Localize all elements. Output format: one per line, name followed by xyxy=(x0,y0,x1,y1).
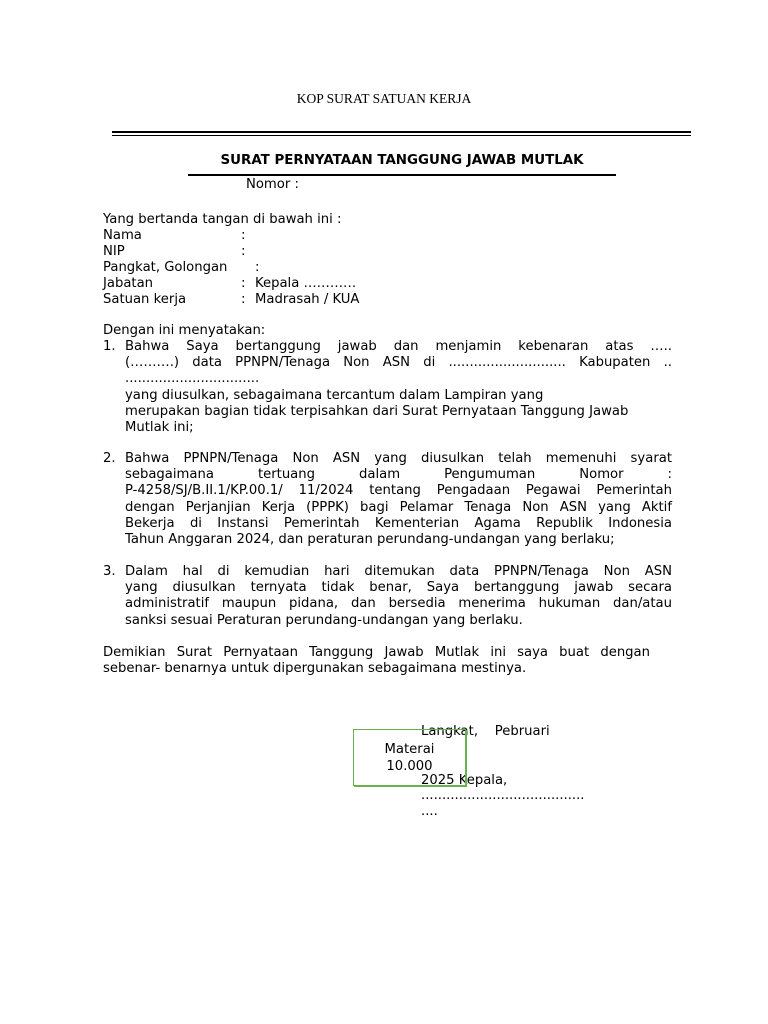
materai-label: Materai xyxy=(384,741,435,757)
point-line: Bahwa Saya bertanggung jawab dan menjamin kebenaran atas ….. xyxy=(125,339,672,354)
field-row-nama xyxy=(103,228,245,243)
point-line: Bahwa PPNPN/Tenaga Non ASN yang diusulkan telah memenuhi syarat xyxy=(125,451,672,466)
point-line: yang diusulkan, sebagaimana tercantum dalam Lampiran yang xyxy=(125,387,544,403)
letterhead-placeholder: KOP SURAT SATUAN KERJA xyxy=(296,91,472,106)
point-line: Tahun Anggaran 2024, dan peraturan perundang-undangan yang berlaku; xyxy=(125,532,615,548)
intro-text: Yang bertanda tangan di bawah ini : xyxy=(103,212,342,227)
point-line: Mutlak ini; xyxy=(125,420,194,436)
letterhead-rule-thin xyxy=(112,135,691,136)
statement-intro: Dengan ini menyatakan: xyxy=(103,323,266,338)
field-label: Jabatan xyxy=(103,276,154,291)
point-line: Dalam hal di kemudian hari ditemukan data PPNPN/Tenaga Non ASN xyxy=(125,564,672,579)
letterhead-rule-thick xyxy=(112,131,691,133)
closing-paragraph xyxy=(103,645,650,677)
point-number: 2. xyxy=(103,451,116,466)
point-line: P-4258/SJ/B.II.1/KP.00.1/ 11/2024 tentang Pengadaan Pegawai Pemerintah xyxy=(125,483,672,499)
materai-stamp-box xyxy=(353,729,466,786)
name-dots-line: ....................................... xyxy=(421,788,585,803)
field-value: Madrasah / KUA xyxy=(255,292,360,307)
point-1-text xyxy=(125,339,672,436)
point-line: yang diusulkan ternyata tidak benar, Saya bertanggung jawab secara xyxy=(125,580,672,596)
position-line: 2025 Kepala, xyxy=(421,773,508,789)
point-line: administratif maupun pidana, dan bersedia menerima hukuman dan/atau xyxy=(125,596,672,612)
field-separator: : xyxy=(241,228,246,243)
field-separator: : xyxy=(241,276,246,291)
point-line: sanksi sesuai Peraturan perundang-undangan yang berlaku. xyxy=(125,612,523,628)
document-title: SURAT PERNYATAAN TANGGUNG JAWAB MUTLAK xyxy=(220,153,584,168)
point-number: 3. xyxy=(103,564,116,579)
closing-line: sebenar- benarnya untuk dipergunakan sebagaimana mestinya. xyxy=(103,661,527,677)
signature-name-placeholder xyxy=(421,788,585,820)
field-separator: : xyxy=(241,244,246,259)
field-label: NIP xyxy=(103,244,125,259)
point-number: 1. xyxy=(103,339,116,354)
point-2-text xyxy=(125,451,672,548)
field-separator: : xyxy=(255,260,260,275)
field-row-satuan-kerja xyxy=(103,292,359,307)
point-line: ................................ xyxy=(125,371,260,387)
title-underline xyxy=(188,174,616,176)
field-value: Kepala ………… xyxy=(255,276,357,291)
point-line: sebagaimana tertuang dalam Pengumuman Nomor : xyxy=(125,467,672,483)
point-line: merupakan bagian tidak terpisahkan dari Surat Pernyataan Tanggung Jawab xyxy=(125,403,629,419)
place-date-line: Langkat, Pebruari xyxy=(421,724,550,740)
field-row-jabatan xyxy=(103,276,356,291)
point-line: (……….) data PPNPN/Tenaga Non ASN di ............................ Kabupaten .. xyxy=(125,355,672,371)
field-label: Satuan kerja xyxy=(103,292,187,307)
field-separator: : xyxy=(241,292,246,307)
point-line: dengan Perjanjian Kerja (PPPK) bagi Pelamar Tenaga Non ASN yang Aktif xyxy=(125,499,672,515)
field-row-pangkat xyxy=(103,260,259,275)
materai-value: 10.000 xyxy=(386,758,433,774)
field-label: Pangkat, Golongan xyxy=(103,260,228,275)
point-3-text xyxy=(125,564,672,629)
closing-line: Demikian Surat Pernyataan Tanggung Jawab Mutlak ini saya buat dengan xyxy=(103,645,650,660)
document-number: Nomor : xyxy=(246,177,299,192)
point-line: Bekerja di Instansi Pemerintah Kementerian Agama Republik Indonesia xyxy=(125,515,672,531)
field-row-nip xyxy=(103,244,245,259)
field-label: Nama xyxy=(103,228,142,243)
name-dots-line: .... xyxy=(421,804,438,820)
